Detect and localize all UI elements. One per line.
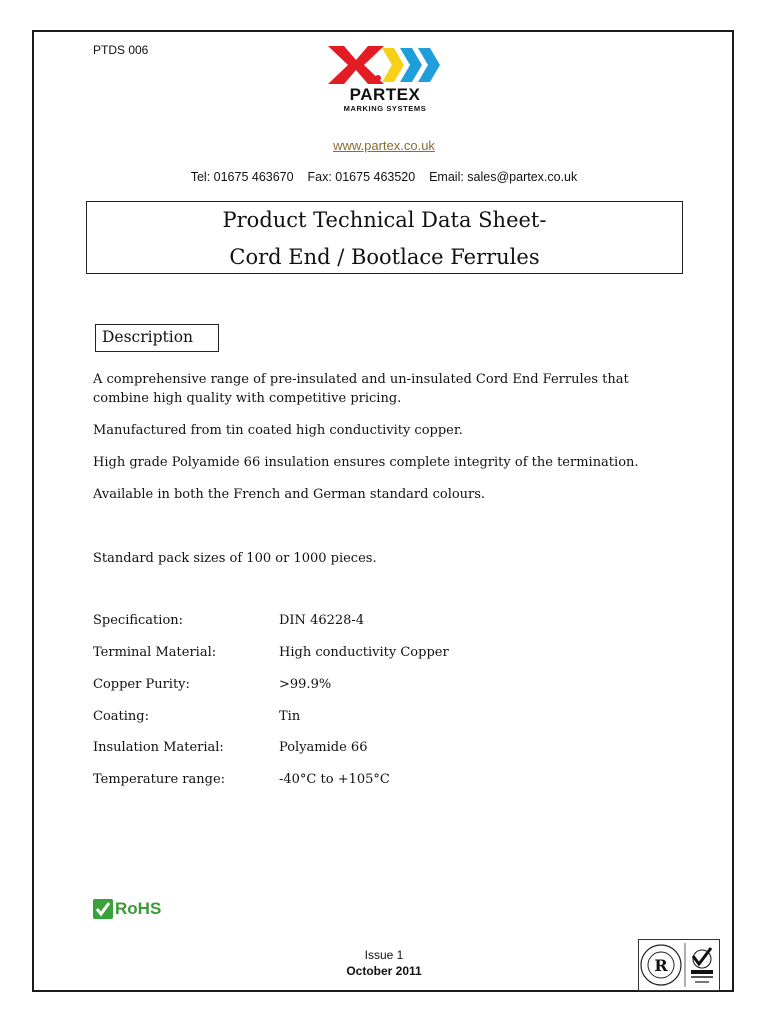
title-line-2: Cord End / Bootlace Ferrules	[229, 245, 540, 269]
spec-value: -40°C to +105°C	[279, 772, 390, 787]
contact-line: Tel: 01675 463670 Fax: 01675 463520 Email: sales@partex.co.uk	[190, 170, 578, 184]
certification-mark	[638, 939, 720, 991]
check-icon	[93, 899, 113, 919]
logo-wordmark: PARTEX	[349, 85, 421, 104]
spec-value: Tin	[279, 709, 301, 724]
spec-label: Copper Purity:	[93, 677, 190, 692]
paragraph-intro: A comprehensive range of pre-insulated and un-insulated Cord End Ferrules that combine high quality with competitive pricing.	[93, 372, 629, 406]
spec-label: Specification:	[93, 613, 184, 628]
description-heading: Description	[95, 324, 219, 352]
spec-label: Coating:	[93, 709, 149, 724]
document-title-box	[86, 201, 683, 274]
website-link[interactable]: www.partex.co.uk	[333, 138, 435, 153]
ukas-certification-icon	[639, 940, 719, 990]
spec-value: High conductivity Copper	[279, 645, 449, 660]
spec-value: >99.9%	[279, 677, 332, 692]
paragraph-pack-sizes: Standard pack sizes of 100 or 1000 pieces.	[93, 551, 377, 566]
spec-value: Polyamide 66	[279, 740, 368, 755]
spec-label: Terminal Material:	[93, 645, 217, 660]
spec-value: DIN 46228-4	[279, 613, 365, 628]
document-code: PTDS 006	[93, 43, 149, 57]
partex-logo	[326, 44, 444, 116]
spec-label: Insulation Material:	[93, 740, 224, 755]
partex-logo-icon	[326, 44, 444, 86]
issue-date: October 2011	[346, 964, 422, 978]
issue-number: Issue 1	[364, 948, 404, 962]
rohs-label: RoHS	[115, 899, 162, 918]
logo-tagline: MARKING SYSTEMS	[343, 104, 427, 113]
paragraph-material: Manufactured from tin coated high conductivity copper.	[93, 423, 463, 438]
title-line-1: Product Technical Data Sheet-	[222, 208, 547, 232]
paragraph-insulation: High grade Polyamide 66 insulation ensures complete integrity of the termination.	[93, 455, 639, 470]
paragraph-colours: Available in both the French and German standard colours.	[93, 487, 486, 502]
svg-text:R: R	[654, 956, 668, 975]
spec-label: Temperature range:	[93, 772, 226, 787]
rohs-badge	[93, 898, 161, 920]
